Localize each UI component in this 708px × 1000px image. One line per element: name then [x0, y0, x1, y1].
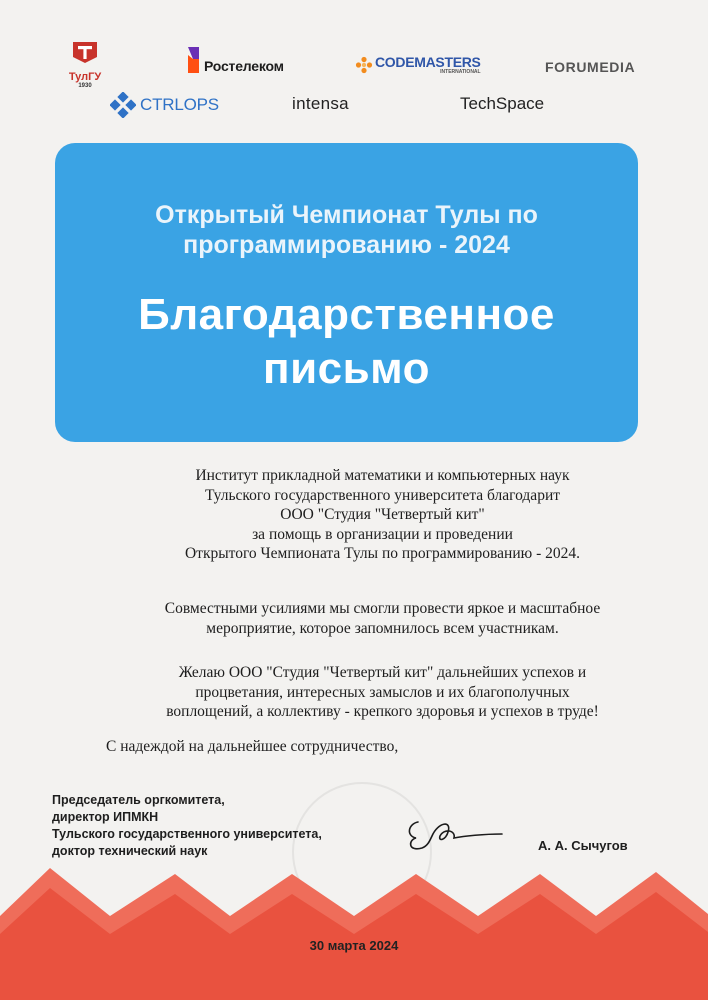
event-title — [55, 200, 638, 260]
document-kind-line-1: Благодарственное — [138, 290, 555, 339]
tulgu-year: 1930 — [78, 83, 92, 89]
signer-title-line: директор ИПМКН — [52, 810, 159, 824]
text-line: воплощений, а коллективу - крепкого здоровья и успехов в труде! — [166, 703, 599, 721]
text-line: ООО "Студия "Четвертый кит" — [280, 506, 485, 524]
signer-name: А. А. Сычугов — [538, 838, 628, 853]
closing-line: С надеждой на дальнейшее сотрудничество, — [106, 738, 399, 755]
techspace-logo: TechSpace — [460, 94, 545, 113]
text-line: Совместными усилиями мы смогли провести яркое и масштабное — [164, 600, 601, 617]
tulgu-logo — [62, 40, 108, 89]
ctrlops-diamond-icon — [110, 92, 136, 118]
text-line: процветания, интересных замыслов и их благополучных — [195, 683, 570, 701]
signer-title — [52, 792, 382, 860]
signer-title-line: Тульского государственного университета, — [52, 827, 322, 841]
handwritten-signature-icon — [404, 812, 504, 856]
document-kind — [55, 288, 638, 396]
zigzag-border-icon — [0, 868, 708, 1000]
codemasters-logo — [355, 55, 481, 75]
document-date: 30 марта 2024 — [309, 938, 399, 953]
text-line: Желаю ООО "Студия "Четвертый кит" дальнейших успехов и — [178, 664, 587, 681]
text-line: мероприятие, которое запомнилось всем участникам. — [206, 619, 559, 637]
event-title-line-1: Открытый Чемпионат Тулы по — [155, 201, 538, 229]
rostelecom-mark-icon — [186, 46, 202, 74]
joint-effort-paragraph — [90, 599, 675, 638]
codemasters-sub: INTERNATIONAL — [440, 69, 481, 75]
tulgu-emblem-icon — [70, 40, 100, 64]
ctrlops-name: CTRLOPS — [140, 95, 219, 114]
gratitude-paragraph — [90, 466, 675, 564]
wishes-paragraph — [90, 663, 675, 722]
text-line: Тульского государственного университета благодарит — [204, 486, 561, 504]
ctrlops-logo — [110, 92, 219, 118]
codemasters-flower-icon — [355, 56, 373, 74]
rostelecom-name: Ростелеком — [204, 58, 284, 74]
text-line: Открытого Чемпионата Тулы по программированию - 2024. — [184, 545, 581, 563]
title-banner — [55, 143, 638, 442]
signer-title-line: доктор технический наук — [52, 844, 208, 858]
text-line: Институт прикладной математики и компьютерных наук — [195, 467, 570, 484]
intensa-logo: intensa — [292, 94, 349, 113]
document-kind-line-2: письмо — [263, 344, 430, 393]
text-line: за помощь в организации и проведении — [252, 525, 513, 543]
tulgu-name: ТулГУ — [68, 71, 102, 83]
event-title-line-2: программированию - 2024 — [183, 231, 510, 259]
rostelecom-logo — [186, 46, 284, 74]
codemasters-name: CODEMASTERS — [375, 54, 481, 70]
signer-title-line: Председатель оргкомитета, — [52, 793, 225, 807]
forumedia-logo: FORUMEDIA — [545, 59, 636, 75]
